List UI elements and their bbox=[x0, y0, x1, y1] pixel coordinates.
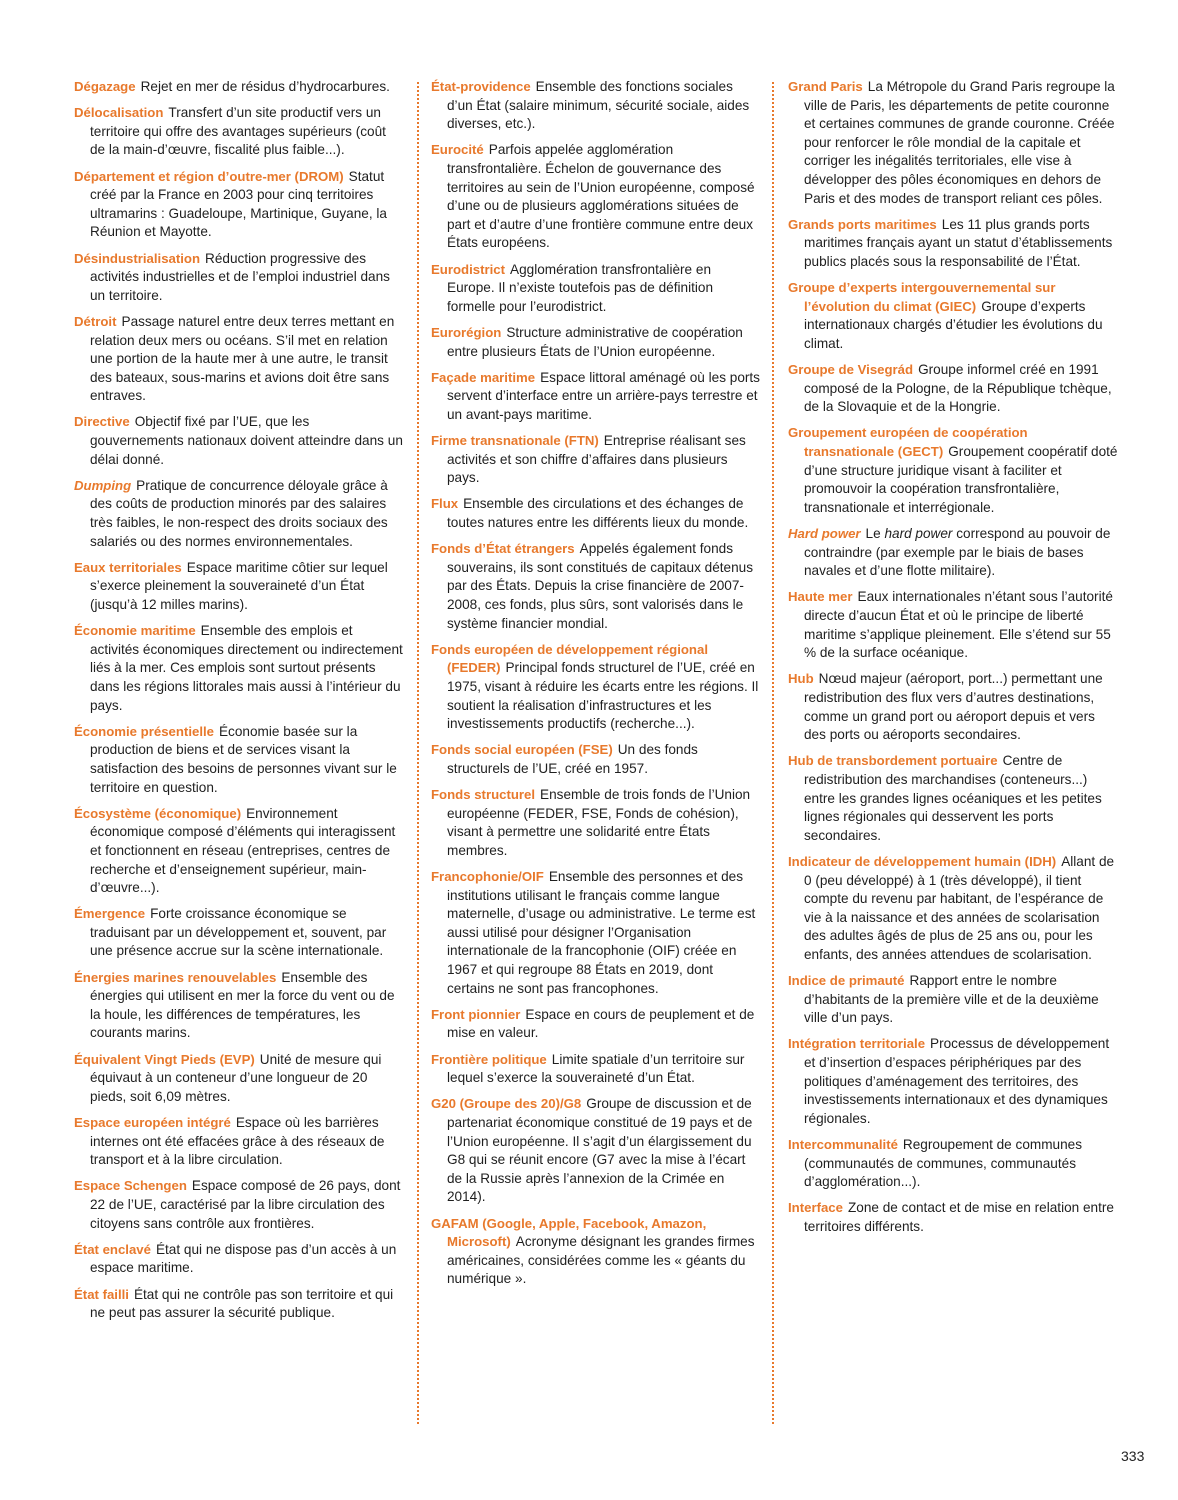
glossary-entry bbox=[788, 588, 1120, 662]
glossary-entry bbox=[431, 1006, 761, 1043]
glossary-term: État failli bbox=[74, 1286, 129, 1302]
glossary-definition: Environnement économique composé d’éléments qui interagissent et fonctionnent en réseau (entreprises, centres de recherche et d’enseignement supérieur, main-d’œuvre...). bbox=[90, 805, 396, 896]
definition-text: Le bbox=[865, 526, 885, 542]
glossary-entry bbox=[431, 1095, 761, 1207]
column-separator bbox=[772, 82, 774, 1424]
glossary-term: Indicateur de développement humain (IDH) bbox=[788, 853, 1057, 869]
glossary-entry bbox=[788, 78, 1120, 208]
glossary-definition: Les 11 plus grands ports maritimes français ayant un statut d’établissements publics placés sous la responsabilité de l’État. bbox=[804, 216, 1113, 269]
glossary-definition: Un des fonds structurels de l’UE, créé en 1957. bbox=[447, 742, 698, 776]
glossary-term: Fonds social européen (FSE) bbox=[431, 742, 613, 758]
glossary-definition: Réduction progressive des activités industrielles et de l’emploi industriel dans un territoire. bbox=[90, 250, 390, 303]
glossary-term: Fonds d’État étrangers bbox=[431, 541, 575, 557]
glossary-term: Hub bbox=[788, 671, 814, 687]
glossary-term: État-providence bbox=[431, 79, 531, 94]
definition-italic-text: hard power bbox=[884, 526, 953, 542]
glossary-definition: Groupe d’experts internationaux chargés d’étudier les évolutions du climat. bbox=[804, 298, 1103, 351]
glossary-entry bbox=[431, 495, 761, 532]
glossary-definition: Parfois appelée agglomération transfrontalière. Échelon de gouvernance des territoires au sein de l’Union européenne, composé d’une ou de plusieurs agglomérations situées de part et d’autre d’une frontière commune entre deux États européens. bbox=[447, 142, 755, 251]
glossary-definition: Acronyme désignant les grandes firmes américaines, considérées comme les « géants du numérique ». bbox=[447, 1234, 755, 1287]
glossary-column-1 bbox=[74, 78, 404, 1330]
glossary-entry bbox=[74, 104, 404, 160]
glossary-term: Intégration territoriale bbox=[788, 1036, 926, 1052]
glossary-definition: Zone de contact et de mise en relation entre territoires différents. bbox=[804, 1200, 1114, 1234]
glossary-term: Interface bbox=[788, 1200, 843, 1216]
glossary-term: Eurodistrict bbox=[431, 261, 506, 277]
glossary-term: Dégazage bbox=[74, 79, 136, 94]
glossary-term: Détroit bbox=[74, 313, 117, 329]
glossary-definition: Groupement coopératif doté d’une structure juridique visant à faciliter et promouvoir la coopération transfrontalière, transnationale et interrégionale. bbox=[804, 444, 1118, 515]
glossary-definition: Nœud majeur (aéroport, port...) permettant une redistribution des flux vers d’autres destinations, comme un grand port ou aéroport depuis et vers des ports ou aéroports secondaires. bbox=[804, 671, 1103, 743]
glossary-entry bbox=[431, 261, 761, 317]
glossary-entry bbox=[431, 786, 761, 860]
glossary-term: Économie maritime bbox=[74, 623, 196, 639]
glossary-definition: Passage naturel entre deux terres mettant en relation deux mers ou océans. S’il met en relation une portion de la haute mer à une autre, le transit des bateaux, sous-marins et avions doit être sans entraves. bbox=[90, 313, 395, 404]
glossary-entry bbox=[74, 1177, 404, 1233]
glossary-term: Groupe d’experts intergouvernemental sur l’évolution du climat (GIEC) bbox=[788, 280, 1056, 314]
glossary-entry bbox=[74, 313, 404, 406]
glossary-definition: Forte croissance économique se traduisant par un développement et, souvent, par une présence accrue sur la scène internationale. bbox=[90, 906, 387, 959]
glossary-entry bbox=[431, 432, 761, 488]
glossary-entry bbox=[74, 78, 404, 97]
glossary-definition: La Métropole du Grand Paris regroupe la ville de Paris, les départements de petite couronne et certaines communes de grande couronne. Créée pour renforcer le rôle mondial de la capitale et corriger les inégalités territoriales, elle vise à développer des pôles économiques en dehors de Paris et des modes de transport reliant ces pôles. bbox=[804, 79, 1115, 206]
glossary-definition: Rejet en mer de résidus d’hydrocarbures. bbox=[140, 79, 390, 94]
glossary-definition: Structure administrative de coopération entre plusieurs États de l’Union européenne. bbox=[447, 324, 743, 359]
glossary-entry bbox=[788, 1136, 1120, 1192]
glossary-definition: État qui ne dispose pas d’un accès à un espace maritime. bbox=[90, 1241, 397, 1276]
glossary-entry bbox=[74, 477, 404, 551]
glossary-entry bbox=[74, 413, 404, 469]
glossary-definition: Regroupement de communes (communautés de communes, communautés d’agglomération...). bbox=[804, 1137, 1083, 1190]
glossary-definition: Rapport entre le nombre d’habitants de la première ville et de la deuxième ville d’un pays. bbox=[804, 973, 1099, 1026]
glossary-definition: Principal fonds structurel de l’UE, créé en 1975, visant à réduire les écarts entre les régions. Il soutient la réalisation d’infrastructures et les investissements productifs (recherche...). bbox=[447, 660, 759, 732]
glossary-term: Eaux territoriales bbox=[74, 559, 182, 575]
glossary-term: Économie présentielle bbox=[74, 723, 214, 739]
glossary-entry bbox=[788, 279, 1120, 353]
glossary-column-3 bbox=[788, 78, 1120, 1244]
glossary-definition: Ensemble des énergies qui utilisent en mer la force du vent ou de la houle, les différences de températures, les courants marins. bbox=[90, 969, 395, 1041]
glossary-definition: Groupe de discussion et de partenariat économique constitué de 19 pays et de l’Union européenne. Il s’agit d’un élargissement du G8 qui se réunit encore (G7 avec la mise à l’écart de la Russie après l’annexion de la Crimée en 2014). bbox=[447, 1096, 753, 1205]
glossary-term: Eurorégion bbox=[431, 324, 502, 340]
definition-text: correspond au pouvoir de contraindre (par exemple par le biais de bases navales et d’une flotte militaire). bbox=[804, 526, 1111, 579]
glossary-term: Dumping bbox=[74, 477, 132, 493]
glossary-entry bbox=[788, 752, 1120, 845]
glossary-term: Grand Paris bbox=[788, 79, 863, 94]
glossary-entry bbox=[788, 424, 1120, 517]
glossary-definition: Processus de développement et d’insertion d’espaces périphériques par des politiques d’aménagement des territoires, des investissements internationaux et des dynamiques régionales. bbox=[804, 1036, 1110, 1126]
glossary-term: Département et région d’outre-mer (DROM) bbox=[74, 168, 344, 184]
glossary-term: Hard power bbox=[788, 526, 861, 542]
glossary-definition: Statut créé par la France en 2003 pour cinq territoires ultramarins : Guadeloupe, Martinique, Guyane, la Réunion et Mayotte. bbox=[90, 168, 387, 240]
glossary-definition: État qui ne contrôle pas son territoire et qui ne peut pas assurer la sécurité publique. bbox=[90, 1286, 394, 1321]
glossary-term: Groupement européen de coopération transnationale (GECT) bbox=[788, 425, 1028, 460]
glossary-term: Haute mer bbox=[788, 589, 853, 605]
glossary-entry bbox=[431, 78, 761, 134]
glossary-entry bbox=[431, 1051, 761, 1088]
glossary-term: Espace Schengen bbox=[74, 1178, 187, 1194]
glossary-term: Flux bbox=[431, 496, 459, 512]
glossary-term: État enclavé bbox=[74, 1241, 151, 1257]
glossary-entry bbox=[74, 250, 404, 306]
glossary-entry bbox=[74, 1114, 404, 1170]
glossary-entry bbox=[74, 723, 404, 797]
glossary-definition: Ensemble de trois fonds de l’Union européenne (FEDER, FSE, Fonds de cohésion), visant à permettre une solidarité entre États membres. bbox=[447, 787, 751, 858]
glossary-term: Fonds européen de développement régional (FEDER) bbox=[431, 641, 708, 676]
glossary-term: Hub de transbordement portuaire bbox=[788, 753, 998, 769]
glossary-term: Groupe de Visegrád bbox=[788, 362, 914, 378]
glossary-definition: Appelés également fonds souverains, ils sont constitués de capitaux détenus par des États. Depuis la crise financière de 2007-2008, ces fonds, plus sûrs, sont valorisés dans le système financier mondial. bbox=[447, 541, 754, 631]
glossary-entry bbox=[788, 853, 1120, 965]
glossary-entry bbox=[788, 1199, 1120, 1236]
glossary-entry bbox=[788, 216, 1120, 272]
glossary-term: Francophonie/OIF bbox=[431, 869, 544, 885]
glossary-term: Intercommunalité bbox=[788, 1137, 898, 1152]
glossary-term: Énergies marines renouvelables bbox=[74, 969, 277, 985]
glossary-term: Émergence bbox=[74, 906, 146, 922]
glossary-term: Façade maritime bbox=[431, 369, 536, 385]
glossary-definition: Ensemble des emplois et activités économiques directement ou indirectement liés à la mer. Ces emplois sont surtout présents dans les régions littorales mais aussi à l’intérieur du pays. bbox=[90, 623, 403, 713]
glossary-definition: Espace en cours de peuplement et de mise en valeur. bbox=[447, 1006, 755, 1041]
glossary-definition: Entreprise réalisant ses activités et son chiffre d’affaires dans plusieurs pays. bbox=[447, 433, 746, 486]
glossary-definition: Espace maritime côtier sur lequel s’exerce pleinement la souveraineté d’un État (jusqu’à 12 milles marins). bbox=[90, 559, 388, 612]
glossary-entry bbox=[431, 641, 761, 734]
glossary-definition: Transfert d’un site productif vers un territoire qui offre des avantages supérieurs (coût de la main-d’œuvre, fiscalité plus faible...). bbox=[90, 105, 386, 158]
glossary-definition: Économie basée sur la production de biens et de services visant la satisfaction des besoins de personnes vivant sur le territoire en question. bbox=[90, 723, 397, 795]
glossary-entry bbox=[788, 1035, 1120, 1128]
glossary-definition: Eaux internationales n’étant sous l’autorité directe d’aucun État et où le principe de liberté maritime s’applique pleinement. Elle s’étend sur 55 % de la surface océanique. bbox=[804, 589, 1113, 661]
glossary-entry bbox=[74, 168, 404, 242]
glossary-term: Indice de primauté bbox=[788, 973, 905, 989]
glossary-entry bbox=[431, 324, 761, 361]
glossary-entry bbox=[74, 622, 404, 715]
glossary-definition: Centre de redistribution des marchandises (conteneurs...) entre les grandes lignes océaniques et les petites lignes régionales qui desservent les ports secondaires. bbox=[804, 753, 1102, 843]
glossary-definition: Allant de 0 (peu développé) à 1 (très développé), il tient compte du revenu par habitant, de l’espérance de vie à la naissance et des années de scolarisation des adultes âgés de plus de 25 ans ou, pour les enfants, des années attendues de scolarisation. bbox=[804, 853, 1115, 962]
glossary-entry bbox=[431, 741, 761, 778]
glossary-entry bbox=[74, 1286, 404, 1323]
page-number: 333 bbox=[1121, 1448, 1145, 1464]
glossary-definition: Objectif fixé par l’UE, que les gouvernements nationaux doivent atteindre dans un délai donné. bbox=[90, 414, 403, 467]
glossary-term: Délocalisation bbox=[74, 105, 164, 121]
glossary-definition: Groupe informel créé en 1991 composé de la Pologne, de la République tchèque, de la Slovaquie et de la Hongrie. bbox=[804, 362, 1112, 415]
glossary-entry bbox=[431, 868, 761, 998]
glossary-term: Fonds structurel bbox=[431, 787, 536, 803]
glossary-definition: Ensemble des fonctions sociales d’un État (salaire minimum, sécurité sociale, aides diverses, etc.). bbox=[447, 79, 750, 132]
glossary-term: Firme transnationale (FTN) bbox=[431, 433, 599, 449]
glossary-term: Grands ports maritimes bbox=[788, 216, 937, 232]
glossary-term: Écosystème (économique) bbox=[74, 805, 242, 821]
glossary-entry bbox=[74, 805, 404, 898]
glossary-entry bbox=[431, 141, 761, 253]
glossary-entry bbox=[431, 1215, 761, 1289]
glossary-entry bbox=[431, 369, 761, 425]
glossary-term: Équivalent Vingt Pieds (EVP) bbox=[74, 1051, 255, 1067]
glossary-entry bbox=[74, 1051, 404, 1107]
glossary-definition: Unité de mesure qui équivaut à un conteneur d’une longueur de 20 pieds, soit 6,09 mètres. bbox=[90, 1051, 382, 1104]
glossary-term: Front pionnier bbox=[431, 1006, 521, 1022]
glossary-definition: Espace littoral aménagé où les ports servent d’interface entre un arrière-pays terrestre et un avant-pays maritime. bbox=[447, 369, 760, 422]
glossary-definition: Limite spatiale d’un territoire sur lequel s’exerce la souveraineté d’un État. bbox=[447, 1051, 745, 1086]
glossary-term: GAFAM (Google, Apple, Facebook, Amazon, Microsoft) bbox=[431, 1215, 707, 1250]
glossary-entry bbox=[788, 972, 1120, 1028]
glossary-entry bbox=[74, 1241, 404, 1278]
glossary-term: Frontière politique bbox=[431, 1051, 547, 1067]
column-separator bbox=[417, 82, 419, 1424]
glossary-entry bbox=[74, 559, 404, 615]
glossary-term: Désindustrialisation bbox=[74, 250, 201, 266]
glossary-term: G20 (Groupe des 20)/G8 bbox=[431, 1096, 582, 1112]
glossary-term: Eurocité bbox=[431, 142, 484, 158]
glossary-entry bbox=[788, 525, 1120, 581]
glossary-term: Directive bbox=[74, 414, 130, 430]
glossary-definition: Ensemble des personnes et des institutions utilisant le français comme langue maternelle, d’usage ou administrative. Le terme est aussi utilisé pour désigner l’Organisation internationale de la francophonie (OIF) créée en 1967 et qui regroupe 88 États en 2019, dont certains ne sont pas francophones. bbox=[447, 869, 756, 996]
glossary-entry bbox=[431, 540, 761, 633]
glossary-column-2 bbox=[431, 78, 761, 1297]
glossary-term: Espace européen intégré bbox=[74, 1115, 231, 1130]
glossary-definition: Pratique de concurrence déloyale grâce à des coûts de production minorés par des salaires très faibles, le non-respect des droits sociaux des salariés ou des normes environnementales. bbox=[90, 477, 388, 549]
glossary-entry bbox=[74, 969, 404, 1043]
glossary-entry bbox=[788, 670, 1120, 744]
glossary-definition: Espace composé de 26 pays, dont 22 de l’UE, caractérisé par la libre circulation des citoyens sans contrôle aux frontières. bbox=[90, 1178, 401, 1231]
glossary-entry bbox=[74, 905, 404, 961]
glossary-definition: Espace où les barrières internes ont été effacées grâce à des réseaux de transport et à la libre circulation. bbox=[90, 1115, 385, 1168]
glossary-definition: Agglomération transfrontalière en Europe. Il n’existe toutefois pas de définition formelle pour l’eurodistrict. bbox=[447, 261, 714, 314]
glossary-entry bbox=[788, 361, 1120, 417]
glossary-definition: Ensemble des circulations et des échanges de toutes natures entre les différents lieux du monde. bbox=[447, 496, 749, 531]
